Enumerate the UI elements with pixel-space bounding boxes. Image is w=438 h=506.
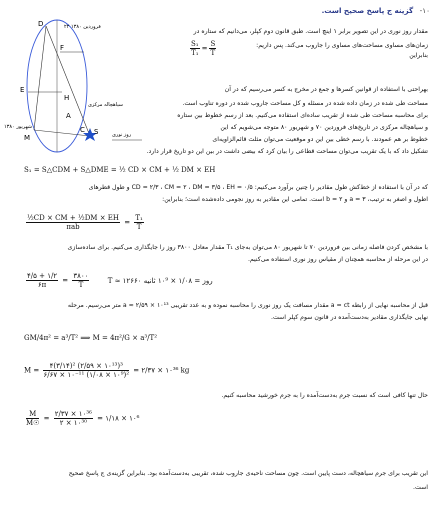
p2-line-1: بهراحتی با استفاده از قوانین کسرها و جمع در مخرج به کسر می‌رسیم که در آن [224, 86, 428, 93]
eq3-result: T ≈ ۱۲۶۶۰ روز = ۱/۰۸ × ۱۰⁹ ثانیه [107, 276, 213, 285]
period-equation: $\frac{۴/۵ + ۱/۲}{۶\pi}$ = $\frac{۳۸۰۰}{T}$ T ≈ ۱۲۶۶۰ روز = ۱/۰۸ × ۱۰⁹ ثانیه [27, 272, 213, 289]
eq2-denominator: πab [66, 223, 80, 231]
p7-line-1: این تقریب برای جرم سیاهچاله، دست پایین است. چون مساحت ناحیه‌ی جاروب شده، تقریبی به‌دست‌آمده بود. بنابراین گزینه‌ی ج پاسخ صحیح [68, 470, 428, 477]
eq6-result: = ۱/۱۸ × ۱۰⁶ [97, 414, 140, 423]
ratio-equation: $\frac{\text{½CD × CM + ½DM × EH}}{\text{πab}}$ = $\frac{\text{T₁}}{T}$ [27, 214, 143, 231]
label-central: سیاهچاله مرکزی [88, 102, 123, 108]
p3-line-1: که در آن با استفاده از خط‌کش طول مقادیر را چنین برآورد می‌کنیم: CD = ۲/۳ ، CM = ۲ ، DM = ۳/۵ ، EH = ۰/۵ و طول قطرهای [88, 184, 428, 191]
eq2-rhs-numerator: T₁ [135, 214, 143, 222]
eq3-lhs-num: ۴/۵ + ۱/۲ [27, 272, 58, 280]
p1-line-1: مقدار روز نوری در این تصویر برابر ۱ اینچ است. طبق قانون دوم کپلر، می‌دانیم که ستاره در [193, 28, 428, 35]
answer-heading [322, 6, 430, 15]
label-f: F [60, 44, 65, 52]
eq5-numerator: ۴(۳/۱۴)² (۲/۵۹ × ۱۰¹³)³ [43, 362, 129, 371]
mass-equation: M = $\frac{\text{۴(۳/۱۴)² (۲/۵۹ × ۱۰¹³)³}}{\text{۶/۶۷ × ۱۰⁻¹¹ (۱/۰۸ × ۱۰⁹)²}}$ = ۲/۳۷ × ۱۰³⁶ kg [24, 362, 190, 379]
label-date-top: ۲۲ فروردین ۱۳۸۰ [64, 24, 101, 30]
eq6-denominator: ۲ × ۱۰³⁰ [59, 419, 87, 427]
p1-line-3: بنابراین [409, 52, 428, 59]
eq3-lhs-den: ۶π [37, 281, 47, 289]
p1-line-2: زمان‌های مساوی مساحت‌های مساوی را جاروب می‌کند. پس داریم: [256, 42, 428, 49]
label-s: S [94, 128, 99, 136]
orbit-diagram [2, 8, 152, 168]
label-m: M [24, 134, 31, 142]
area-equation: S₁ = S△CDM + S△DME = ½ CD × CM + ½ DM × EH [24, 166, 216, 174]
eq2-rhs-denominator: T [136, 223, 142, 231]
answer-title: گزینه ج پاسخ صحیح است. [321, 6, 414, 15]
p7-line-2: است. [413, 484, 428, 491]
mass-ratio-equation: $\frac{M}{M☉}$ = $\frac{\text{۲/۳۷ × ۱۰³⁶}}{\text{۲ × ۱۰³⁰}}$ = ۱/۱۸ × ۱۰⁶ [26, 410, 140, 427]
p3-line-2: اطول و اصغر به ترتیب، a = ۳ و b = ۲ است. تمامی این مقادیر به روز نجومی داده‌شده است؛ بنابراین: [162, 196, 428, 203]
eq3-mid-den: T [78, 281, 84, 289]
eq5-result: = ۲/۳۷ × ۱۰³⁶ kg [133, 366, 190, 375]
line-d-m [34, 26, 46, 130]
label-a: A [66, 112, 71, 120]
question-number: ۱۰- [419, 6, 430, 15]
p2-line-4: و سیاهچاله مرکزی در تاریخ‌های فروردین ۷۰ و شهریور ۸۰ متوجه می‌شویم که این [220, 124, 428, 131]
p4-line-1: با مشخص کردن فاصله زمانی بین فروردین ۷۰ تا شهریور ۸۰ می‌توان به‌جای T₁ مقدار معادل ۳۸۰۰ روز را جایگذاری می‌کنیم. برای ساده‌سازی [67, 244, 428, 251]
kepler-ratio-eq: $\frac{\text{S₁}}{\text{T₁}}$ = $\frac{S}{T}$ [191, 40, 216, 57]
p2-line-2: مساحت طی شده در زمان داده شده در مسئله و کل مساحت جاروب شده در دوره تناوب است. [182, 100, 428, 107]
p2-line-6: تشکیل داد که با یک تقریب می‌توان مساحت قطاعی را بیان کرد که بیضی داشت در بین این دو تاریخ قرار دارد. [146, 148, 428, 155]
label-light-day: روز نوری [112, 132, 132, 138]
label-d: D [38, 20, 44, 28]
p2-line-3: برای محاسبه مساحت طی شده از تقریب ساده‌ای استفاده می‌کنیم. بعد از رسم خطوط بین ستاره [177, 112, 428, 119]
label-h: H [64, 94, 70, 102]
label-date-bottom: ۱۳۸۰ شهریور [4, 124, 32, 130]
p5-line-1: قبل از محاسبه نهایی از رابطه a = ct مقدار مسافت یک روز نوری را محاسبه نموده و به عدد تقریبی ۱۰¹³ × ۲/۵۹ ≈ a متر می‌رسیم. مرحله [67, 302, 428, 309]
p6-line: حال تنها کافی است که نسبت جرم به‌دست‌آمده را به جرم خورشید محاسبه کنیم. [221, 392, 428, 399]
kepler-third-law-eq: GM/4π² = a³/T² ⟹ M = 4π²/G × a³/T² [24, 334, 158, 342]
p4-line-2: در این مرحله از محاسبه همچنان از مقیاس روز نوری استفاده می‌کنیم. [247, 256, 428, 263]
eq5-denominator: ۶/۶۷ × ۱۰⁻¹¹ (۱/۰۸ × ۱۰⁹)² [43, 371, 130, 379]
eq3-mid-num: ۳۸۰۰ [73, 272, 89, 280]
eq2-numerator: ½CD × CM + ½DM × EH [27, 214, 120, 222]
p2-line-5: خطوط بر هم عمودند. با رسم خطی بین این دو موقعیت می‌توان مثلث قائم‌الزاویه‌ای [212, 136, 428, 143]
p5-line-2: نهایی جایگذاری مقادیر به‌دست‌آمده در قانون سوم کپلر است. [270, 314, 428, 321]
eq6-numerator: ۲/۳۷ × ۱۰³⁶ [54, 410, 92, 418]
label-e: E [20, 86, 25, 94]
label-c: C [80, 126, 85, 134]
